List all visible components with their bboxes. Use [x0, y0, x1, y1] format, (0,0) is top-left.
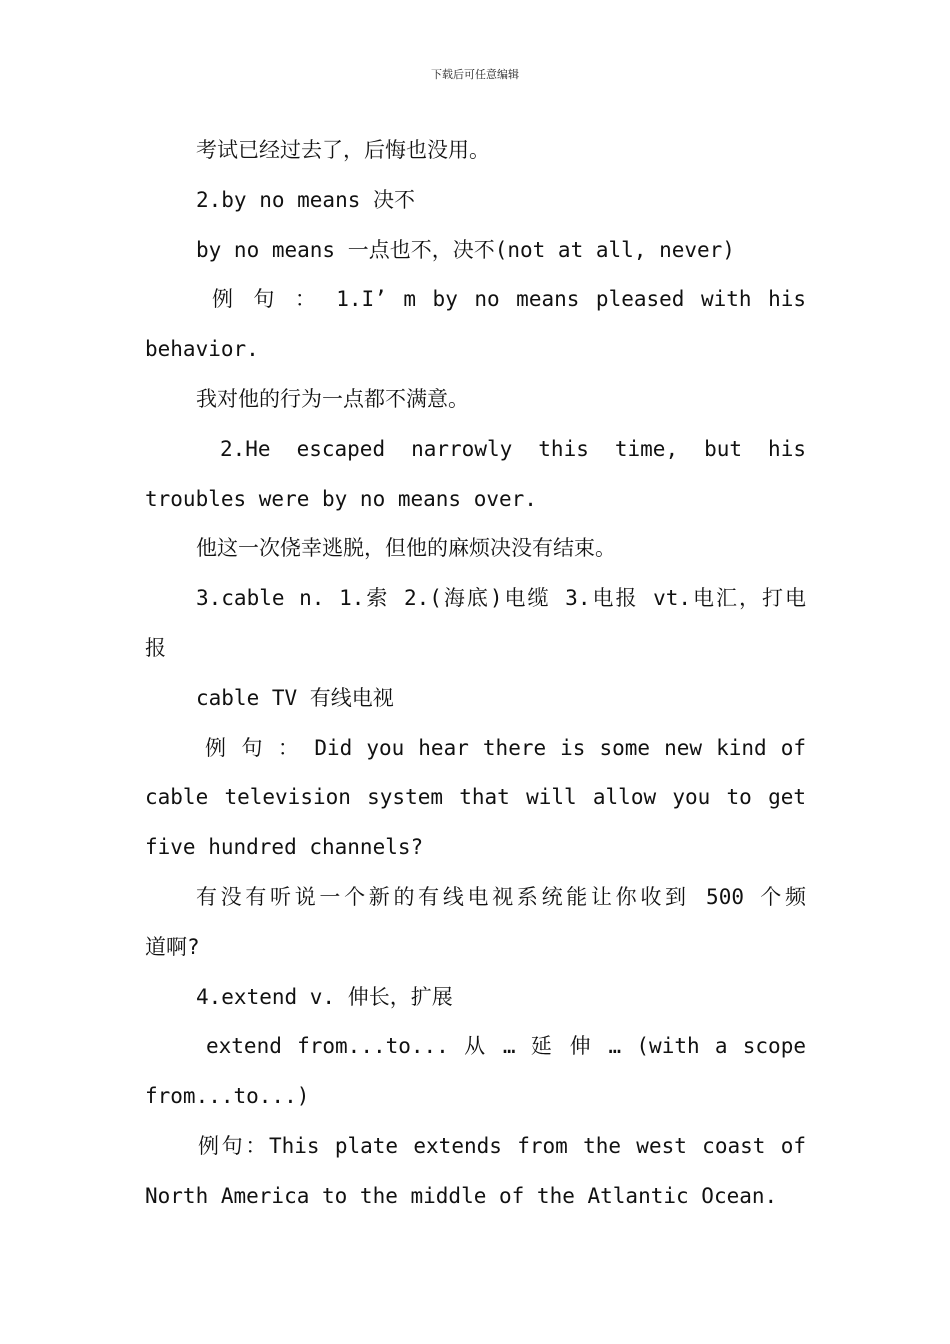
text-line: 他这一次侥幸逃脱，但他的麻烦决没有结束。	[196, 536, 616, 561]
text-line: cable TV 有线电视	[196, 685, 394, 710]
text-line: North America to the middle of the Atlantic Ocean.	[145, 1183, 778, 1208]
text-line: cable television system that will allow you to get	[145, 785, 806, 810]
text-line: 考试已经过去了，后悔也没用。	[196, 138, 490, 162]
text-line: 我对他的行为一点都不满意。	[196, 386, 469, 411]
text-line: 2.He escaped narrowly this time, but his	[220, 436, 806, 461]
document-body	[145, 126, 806, 1222]
text-line: from...to...)	[145, 1084, 310, 1109]
text-line: troubles were by no means over.	[145, 486, 537, 511]
text-line: 例 句 ： 1.I’ m by no means pleased with his	[212, 287, 806, 312]
text-line: 道啊?	[145, 934, 200, 959]
text-line: five hundred channels?	[145, 835, 424, 860]
text-line: by no means 一点也不，决不(not at all, never)	[196, 237, 735, 262]
page-header: 下载后可任意编辑	[431, 68, 519, 81]
text-line: 报	[145, 635, 166, 660]
text-line: 例 句 ： Did you hear there is some new kind of	[205, 735, 806, 760]
text-line: 例句：This plate extends from the west coast of	[198, 1133, 806, 1158]
text-line: extend from...to... 从 … 延 伸 … (with a scope	[206, 1034, 806, 1059]
text-line: 3.cable n. 1.索 2.(海底)电缆 3.电报 vt.电汇，打电	[196, 586, 806, 611]
text-line: 2.by no means 决不	[196, 187, 416, 212]
text-line: 4.extend v. 伸长，扩展	[196, 984, 453, 1009]
text-line: 有没有听说一个新的有线电视系统能让你收到 500 个频	[196, 884, 806, 909]
text-line: behavior.	[145, 337, 259, 362]
